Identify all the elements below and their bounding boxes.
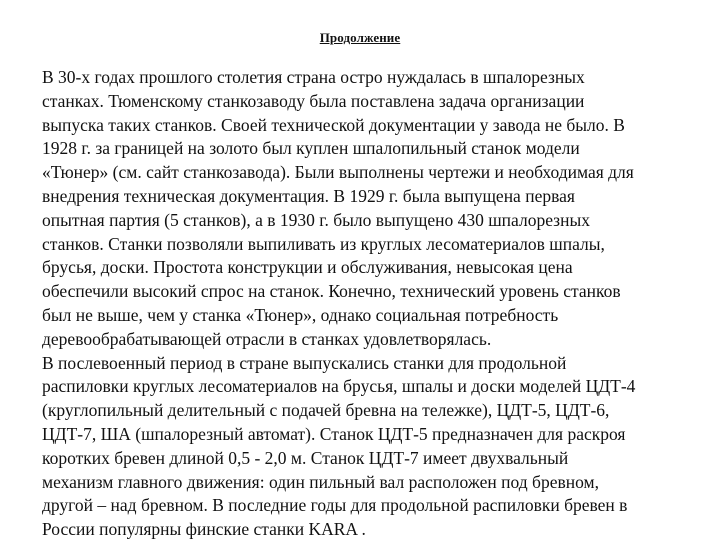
text-line: (круглопильный делительный с подачей бревна на тележке), ЦДТ-5, ЦДТ-6, (42, 400, 610, 421)
text-line: В послевоенный период в стране выпускались станки для продольной (42, 352, 567, 373)
text-line: обеспечили высокий спрос на станок. Конечно, технический уровень станков (42, 281, 621, 302)
text-line: внедрения техническая документация. В 1929 г. была выпущена первая (42, 185, 575, 206)
text-line: деревообрабатывающей отрасли в станках удовлетворялась. (42, 328, 492, 349)
text-line: станках. Тюменскому станкозаводу была поставлена задача организации (42, 90, 585, 111)
text-line: опытная партия (5 станков), а в 1930 г. было выпущено 430 шпалорезных (42, 209, 590, 230)
text-line: станков. Станки позволяли выпиливать из круглых лесоматериалов шпалы, (42, 233, 605, 254)
text-line: «Тюнер» (см. сайт станкозавода). Были выполнены чертежи и необходимая для (42, 162, 634, 183)
text-line: был не выше, чем у станка «Тюнер», однако социальная потребность (42, 304, 559, 325)
text-line: выпуска таких станков. Своей технической документации у завода не было. В (42, 114, 625, 135)
text-line: 1928 г. за границей на золото был куплен шпалопильный станок модели (42, 138, 580, 159)
text-line: другой – над бревном. В последние годы для продольной распиловки бревен в (42, 495, 628, 516)
text-line: России популярны финские станки KARA . (42, 519, 366, 540)
page-title: Продолжение (319, 30, 401, 45)
text-line: коротких бревен длиной 0,5 - 2,0 м. Станок ЦДТ-7 имеет двухвальный (42, 447, 569, 468)
text-line: ЦДТ-7, ША (шпалорезный автомат). Станок ЦДТ-5 предназначен для раскроя (42, 423, 626, 444)
body-text (42, 66, 682, 540)
text-line: распиловки круглых лесоматериалов на брусья, шпалы и доски моделей ЦДТ-4 (42, 376, 636, 397)
text-line: В 30-х годах прошлого столетия страна остро нуждалась в шпалорезных (42, 67, 585, 87)
text-line: механизм главного движения: один пильный вал расположен под бревном, (42, 471, 599, 492)
text-line: брусья, доски. Простота конструкции и обслуживания, невысокая цена (42, 257, 573, 278)
